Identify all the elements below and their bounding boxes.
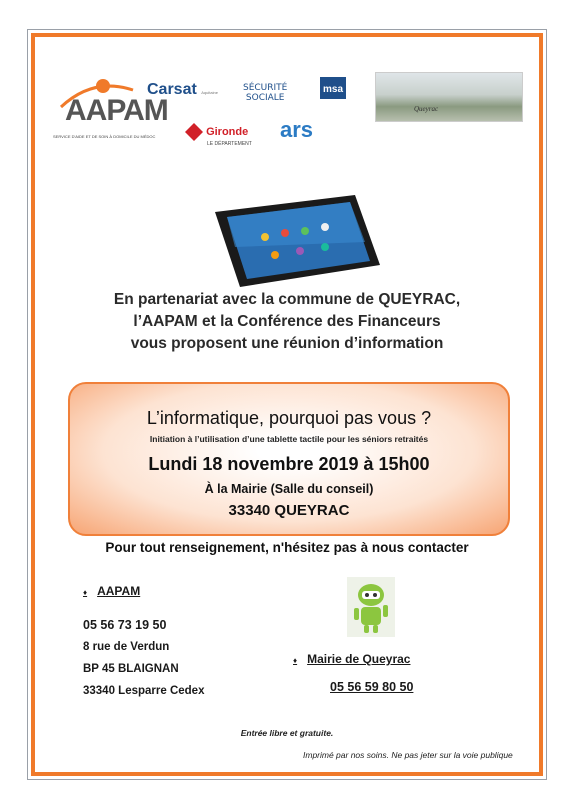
gironde-logo-sub: LE DÉPARTEMENT bbox=[207, 141, 252, 147]
partner-line-3: vous proposent une réunion d’information bbox=[130, 335, 444, 352]
tablet-icon bbox=[205, 187, 385, 297]
tablet-illustration bbox=[205, 187, 385, 297]
event-place: À la Mairie (Salle du conseil) bbox=[204, 482, 374, 496]
gironde-logo-text: Gironde bbox=[206, 125, 249, 138]
secu-line1: SÉCURITÉ bbox=[243, 83, 288, 93]
carsat-logo bbox=[147, 81, 218, 99]
android-robot-icon bbox=[347, 577, 395, 637]
aapam-contact-label: AAPAM bbox=[97, 584, 141, 598]
queyrac-photo bbox=[375, 72, 523, 122]
securite-sociale-logo bbox=[243, 83, 287, 103]
ars-logo bbox=[280, 117, 313, 143]
msa-icon-text: msa bbox=[322, 84, 344, 95]
aapam-logo-text: AAPAM bbox=[65, 94, 168, 127]
msa-logo bbox=[320, 77, 380, 109]
aapam-bp: BP 45 BLAIGNAN bbox=[83, 663, 179, 675]
bullet-icon: ♦ bbox=[83, 588, 88, 597]
event-city: 33340 QUEYRAC bbox=[228, 502, 350, 519]
aapam-logo-subtitle: SERVICE D'AIDE ET DE SOIN À DOMICILE DU MÉDOC bbox=[53, 134, 156, 139]
ars-logo-text: ars bbox=[280, 117, 314, 142]
carsat-logo-text: Carsat bbox=[147, 81, 197, 98]
aapam-city: 33340 Lesparre Cedex bbox=[83, 685, 205, 697]
mairie-contact-name bbox=[293, 652, 410, 666]
robot-mascot bbox=[347, 577, 395, 637]
event-box bbox=[68, 382, 510, 536]
aapam-phone[interactable]: 05 56 73 19 50 bbox=[83, 618, 167, 632]
mairie-phone[interactable]: 05 56 59 80 50 bbox=[330, 680, 414, 694]
photo-caption: Queyrac bbox=[414, 105, 439, 113]
carsat-logo-sub: Aquitaine bbox=[201, 90, 218, 95]
aapam-street: 8 rue de Verdun bbox=[83, 641, 170, 653]
partnership-text bbox=[35, 289, 539, 355]
aapam-contact-name bbox=[83, 584, 140, 598]
secu-line2: SOCIALE bbox=[245, 93, 285, 103]
partner-line-2: l’AAPAM et la Conférence des Financeurs bbox=[133, 313, 441, 330]
flyer-frame bbox=[31, 33, 543, 776]
event-subtitle: Initiation à l’utilisation d’une tablette tactile pour les séniors retraités bbox=[149, 434, 429, 444]
event-date: Lundi 18 novembre 2019 à 15h00 bbox=[148, 454, 430, 474]
imprime-notice: Imprimé par nos soins. Ne pas jeter sur la voie publique bbox=[303, 750, 513, 760]
event-title: L’informatique, pourquoi pas vous ? bbox=[146, 408, 432, 428]
entree-libre-text: Entrée libre et gratuite. bbox=[240, 728, 334, 738]
bullet-icon: ♦ bbox=[293, 656, 298, 665]
contact-heading: Pour tout renseignement, n'hésitez pas à nous contacter bbox=[105, 540, 469, 555]
mairie-contact-label: Mairie de Queyrac bbox=[307, 652, 411, 666]
partner-line-1: En partenariat avec la commune de QUEYRAC, bbox=[113, 291, 461, 308]
gironde-emblem-icon bbox=[185, 123, 203, 141]
gironde-logo bbox=[185, 123, 252, 147]
msa-icon bbox=[320, 77, 346, 99]
aapam-contact-details bbox=[83, 614, 204, 702]
